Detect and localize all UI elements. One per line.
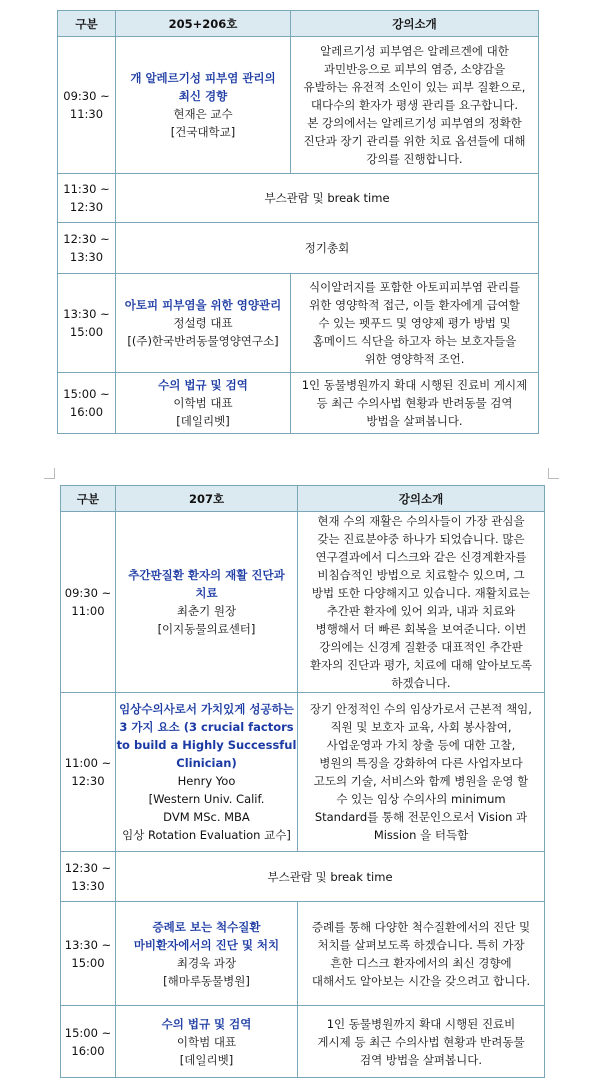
time-end: 15:00 (71, 955, 105, 970)
description-cell (298, 512, 545, 693)
lecture-cell (116, 373, 291, 434)
time-cell (58, 174, 116, 223)
speaker-name: 최춘기 원장 (176, 604, 237, 618)
lecture-title: 수의 법규 및 검역 (158, 378, 248, 392)
description-line: 위한 영양학적 접근, 이들 환자에게 급여할 (309, 298, 520, 312)
description-line: 유발하는 유전적 소인이 있는 피부 질환으로, (303, 80, 526, 94)
description-line: 병행해서 더 빠른 회복을 보여준니다. 이번 (315, 622, 527, 636)
table-row (58, 37, 539, 174)
description-line: 방법 또한 다양해지고 있습니다. 재활치료는 (311, 586, 531, 600)
lecture-title: to build a Highly Successful (116, 738, 297, 752)
lecture-title: 3 가지 요소 (3 crucial factors (119, 720, 294, 734)
table-row (61, 852, 545, 902)
time-start: 13:30 ~ (63, 307, 110, 321)
table-row (61, 1006, 545, 1078)
speaker-affiliation: [건국대학교] (170, 125, 236, 139)
description-line: 등 최근 수의사법 현황과 반려동물 검역 (316, 396, 513, 410)
header-category: 구분 (61, 486, 116, 512)
description-line: 강의에는 신경계 질환중 대표적인 추간판 (319, 640, 523, 654)
description-line: Mission 을 터득함 (373, 828, 469, 842)
corner-mark (44, 468, 55, 479)
time-end: 16:00 (71, 1043, 105, 1058)
description-line: 현재 수의 재활은 수의사들이 가장 관심을 (317, 514, 525, 528)
time-start: 09:30 ~ (64, 586, 112, 600)
description-cell (298, 693, 545, 852)
lecture-title: 최신 경향 (178, 89, 228, 103)
description-line: 방법을 살펴봅니다. (366, 414, 463, 428)
time-cell (61, 693, 116, 852)
speaker-affiliation: [이지동물의료센터] (157, 622, 256, 636)
table-row (58, 174, 539, 223)
description-line: 환자의 진단과 평가, 치료에 대해 알아보도록 (310, 658, 532, 672)
header-room: 205+206호 (116, 11, 291, 37)
description-line: 추간판 환자에 있어 외과, 내과 치료와 (326, 604, 516, 618)
speaker-name: 정설령 대표 (173, 316, 233, 330)
time-start: 12:30 ~ (63, 232, 110, 246)
lecture-title: 임상수의사로서 가치있게 성공하는 (119, 702, 294, 716)
lecture-title: 치료 (195, 586, 218, 600)
break-cell: 부스관람 및 break time (116, 174, 539, 223)
description-line: 사업운영과 가치 창출 등에 대한 고찰, (326, 738, 516, 752)
time-cell (58, 373, 116, 434)
table-row (61, 512, 545, 693)
lecture-title: Clinician) (176, 756, 237, 770)
description-line: 연구결과에서 디스크와 같은 신경계환자를 (315, 550, 527, 564)
header-description: 강의소개 (291, 11, 539, 37)
description-line: 과민반응으로 피부의 염증, 소양감을 (323, 62, 506, 76)
description-cell (298, 1006, 545, 1078)
description-line: 흔한 디스크 환자에서의 최신 경향에 (330, 955, 512, 970)
time-end: 16:00 (69, 405, 104, 419)
table-header-row (58, 11, 539, 37)
description-line: 증례를 통해 다양한 척수질환에서의 진단 및 (311, 919, 531, 934)
description-line: 본 강의에서는 알레르기성 피부염의 정확한 (307, 116, 522, 130)
header-room: 207호 (116, 486, 298, 512)
speaker-affiliation: [데일리벳] (179, 1052, 234, 1067)
break-cell: 부스관람 및 break time (116, 852, 545, 902)
schedule-table-205-206 (57, 10, 539, 434)
time-cell (61, 1006, 116, 1078)
description-cell (291, 37, 539, 174)
lecture-cell (116, 1006, 298, 1078)
description-line: 갖는 진료분야중 하나가 되었습니다. 많은 (317, 532, 525, 546)
description-line: 식이알러지를 포함한 아토피피부염 관리를 (309, 280, 520, 294)
description-line: 1인 동물병원까지 확대 시행된 진료비 게시제 (301, 378, 528, 392)
time-end: 12:30 (71, 774, 105, 788)
description-line: 비침습적인 방법으로 치료할수 있으며, 그 (317, 568, 525, 582)
lecture-cell (116, 693, 298, 852)
table-row (61, 902, 545, 1006)
schedule-table-207 (60, 485, 545, 1078)
description-line: 진단과 장기 관리를 위한 치료 옵션들에 대해 (303, 134, 526, 148)
header-category: 구분 (58, 11, 116, 37)
header-description: 강의소개 (298, 486, 545, 512)
speaker-name: Henry Yoo (177, 774, 236, 788)
time-start: 13:30 ~ (64, 937, 112, 952)
speaker-affiliation: [(주)한국반려동물영양연구소] (127, 334, 279, 348)
time-cell (61, 902, 116, 1006)
speaker-name: 이학범 대표 (173, 396, 233, 410)
description-line: 수 있는 임상 수의사의 minimum (336, 792, 506, 806)
lecture-cell (116, 512, 298, 693)
time-end: 12:30 (69, 200, 104, 214)
time-cell (58, 223, 116, 274)
description-line: 게시제 등 최근 수의사법 현황과 반려동물 (317, 1034, 525, 1049)
lecture-title: 증례로 보는 척수질환 (152, 919, 261, 934)
description-cell (298, 902, 545, 1006)
description-line: 처치를 살펴보도록 하겠습니다. 특히 가장 (317, 937, 525, 952)
time-cell (58, 274, 116, 373)
lecture-cell (116, 37, 291, 174)
description-line: 직원 및 보호자 교육, 사회 봉사참여, (330, 720, 512, 734)
speaker-affiliation: [해마루동물병원] (163, 973, 250, 988)
description-line: 검역 방법을 살펴봅니다. (359, 1052, 483, 1067)
description-line: 홈메이드 식단을 하고자 하는 보호자들을 (312, 334, 517, 348)
speaker-affiliation: [데일리벳] (176, 414, 230, 428)
description-cell (291, 274, 539, 373)
description-line: 대해서도 알아보는 시간을 갖으려고 합니다. (311, 973, 531, 988)
speaker-affiliation: [Western Univ. Calif. (148, 792, 265, 806)
lecture-title: 마비환자에서의 진단 및 처치 (133, 937, 280, 952)
speaker-name: 현재은 교수 (173, 107, 233, 121)
table-row (58, 274, 539, 373)
description-line: 장기 안정적인 수의 임상가로서 근본적 책임, (310, 702, 532, 716)
time-end: 11:00 (71, 604, 105, 618)
description-line: 병원의 특징을 강화하여 다른 사업자보다 (319, 756, 523, 770)
speaker-name: 이학범 대표 (176, 1034, 237, 1049)
time-start: 12:30 ~ (64, 860, 112, 875)
description-line: 강의를 진행합니다. (366, 152, 463, 166)
lecture-cell (116, 274, 291, 373)
time-end: 11:30 (69, 107, 104, 121)
lecture-title: 개 알레르기성 피부염 관리의 (130, 71, 276, 85)
lecture-title: 수의 법규 및 검역 (161, 1016, 252, 1031)
description-line: 1인 동물병원까지 확대 시행된 진료비 (326, 1016, 516, 1031)
time-start: 15:00 ~ (63, 387, 110, 401)
general-meeting-cell: 정기총회 (116, 223, 539, 274)
table-row (58, 373, 539, 434)
speaker-affiliation: 임상 Rotation Evaluation 교수] (122, 828, 291, 842)
description-cell (291, 373, 539, 434)
description-line: 대다수의 환자가 평생 관리를 요구합니다. (310, 98, 519, 112)
time-cell (61, 852, 116, 902)
description-line: 고도의 기술, 서비스와 함께 병원을 운영 할 (313, 774, 529, 788)
time-cell (61, 512, 116, 693)
table-row (61, 693, 545, 852)
time-end: 13:30 (71, 878, 105, 893)
table-row (58, 223, 539, 274)
description-line: Standard를 통해 전문인으로서 Vision 과 (314, 810, 528, 824)
time-start: 11:30 ~ (63, 182, 110, 196)
lecture-title: 아토피 피부염을 위한 영양관리 (124, 298, 282, 312)
description-line: 알레르기성 피부염은 알레르겐에 대한 (320, 44, 509, 58)
time-end: 13:30 (69, 250, 104, 264)
lecture-title: 추간판질환 환자의 재활 진단과 (128, 568, 285, 582)
time-start: 11:00 ~ (64, 756, 112, 770)
table-header-row (61, 486, 545, 512)
speaker-affiliation: DVM MSc. MBA (163, 810, 250, 824)
speaker-name: 최경욱 과장 (176, 955, 237, 970)
time-cell (58, 37, 116, 174)
corner-mark (548, 468, 559, 479)
time-start: 15:00 ~ (64, 1025, 112, 1040)
time-end: 15:00 (69, 325, 104, 339)
description-line: 위한 영양학적 조언. (364, 352, 465, 366)
time-start: 09:30 ~ (63, 89, 110, 103)
description-line: 하겠습니다. (391, 676, 451, 690)
lecture-cell (116, 902, 298, 1006)
description-line: 수 있는 펫푸드 및 영양제 평가 방법 및 (318, 316, 511, 330)
